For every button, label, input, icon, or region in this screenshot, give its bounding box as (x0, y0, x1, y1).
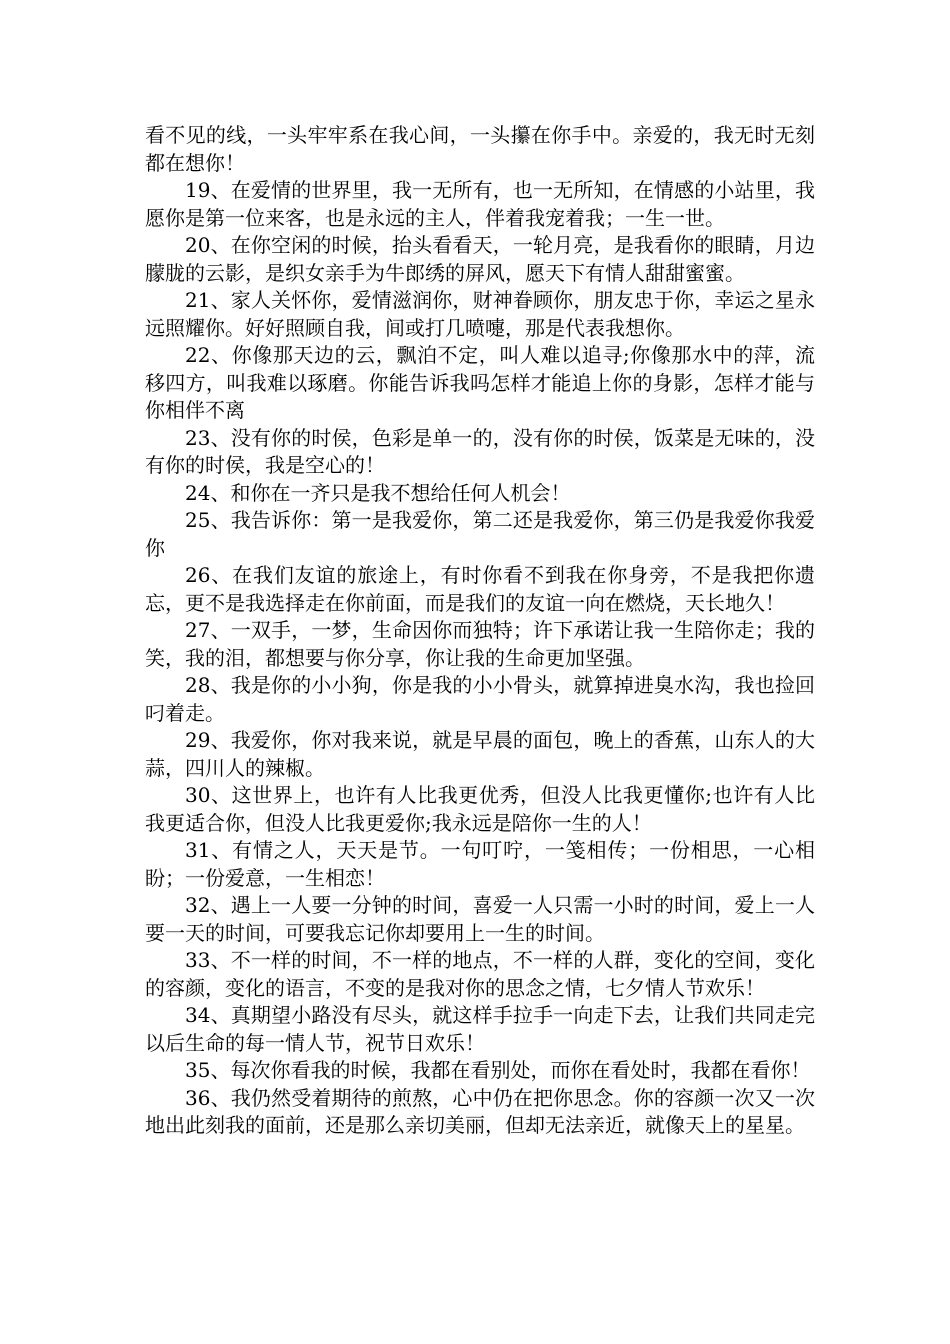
paragraph-25: 25、我告诉你：第一是我爱你，第二还是我爱你，第三仍是我爱你我爱你 (145, 508, 815, 560)
paragraph-30: 30、这世界上，也许有人比我更优秀，但没人比我更懂你;也许有人比我更适合你，但没人比我更爱你;我永远是陪你一生的人！ (145, 783, 815, 835)
paragraph-26: 26、在我们友谊的旅途上，有时你看不到我在你身旁，不是我把你遗忘，更不是我选择走在你前面，而是我们的友谊一向在燃烧，天长地久！ (145, 563, 815, 615)
paragraph-32: 32、遇上一人要一分钟的时间，喜爱一人只需一小时的时间，爱上一人要一天的时间，可要我忘记你却要用上一生的时间。 (145, 893, 815, 945)
paragraph-19: 19、在爱情的世界里，我一无所有，也一无所知，在情感的小站里，我愿你是第一位来客，也是永远的主人，伴着我宠着我；一生一世。 (145, 178, 815, 230)
paragraph-36: 36、我仍然受着期待的煎熬，心中仍在把你思念。你的容颜一次又一次地出此刻我的面前，还是那么亲切美丽，但却无法亲近，就像天上的星星。 (145, 1085, 815, 1137)
paragraph-27: 27、一双手，一梦，生命因你而独特；许下承诺让我一生陪你走；我的笑，我的泪，都想要与你分享，你让我的生命更加坚强。 (145, 618, 815, 670)
paragraph-28: 28、我是你的小小狗，你是我的小小骨头，就算掉进臭水沟，我也捡回叼着走。 (145, 673, 815, 725)
paragraph-29: 29、我爱你，你对我来说，就是早晨的面包，晚上的香蕉，山东人的大蒜，四川人的辣椒。 (145, 728, 815, 780)
paragraph-33: 33、不一样的时间，不一样的地点，不一样的人群，变化的空间，变化的容颜，变化的语言，不变的是我对你的思念之情，七夕情人节欢乐！ (145, 948, 815, 1000)
paragraph-continuation: 看不见的线，一头牢牢系在我心间，一头攥在你手中。亲爱的，我无时无刻都在想你！ (145, 123, 815, 175)
paragraph-22: 22、你像那天边的云，飘泊不定，叫人难以追寻;你像那水中的萍，流移四方，叫我难以琢磨。你能告诉我吗怎样才能追上你的身影，怎样才能与你相伴不离 (145, 343, 815, 422)
paragraph-21: 21、家人关怀你，爱情滋润你，财神眷顾你，朋友忠于你，幸运之星永远照耀你。好好照顾自我，间或打几喷嚏，那是代表我想你。 (145, 288, 815, 340)
paragraph-24: 24、和你在一齐只是我不想给任何人机会！ (185, 480, 571, 505)
paragraph-23: 23、没有你的时侯，色彩是单一的，没有你的时侯，饭菜是无味的，没有你的时侯，我是空心的！ (145, 425, 815, 477)
paragraph-34: 34、真期望小路没有尽头，就这样手拉手一向走下去，让我们共同走完以后生命的每一情人节，祝节日欢乐！ (145, 1003, 815, 1055)
document-body (145, 122, 815, 1140)
paragraph-35: 35、每次你看我的时候，我都在看别处，而你在看处时，我都在看你！ (185, 1058, 811, 1082)
paragraph-20: 20、在你空闲的时候，抬头看看天，一轮月亮，是我看你的眼睛，月边朦胧的云影，是织女亲手为牛郎绣的屏风，愿天下有情人甜甜蜜蜜。 (145, 233, 815, 285)
paragraph-31: 31、有情之人，天天是节。一句叮咛，一笺相传；一份相思，一心相盼；一份爱意，一生相恋！ (145, 838, 815, 890)
